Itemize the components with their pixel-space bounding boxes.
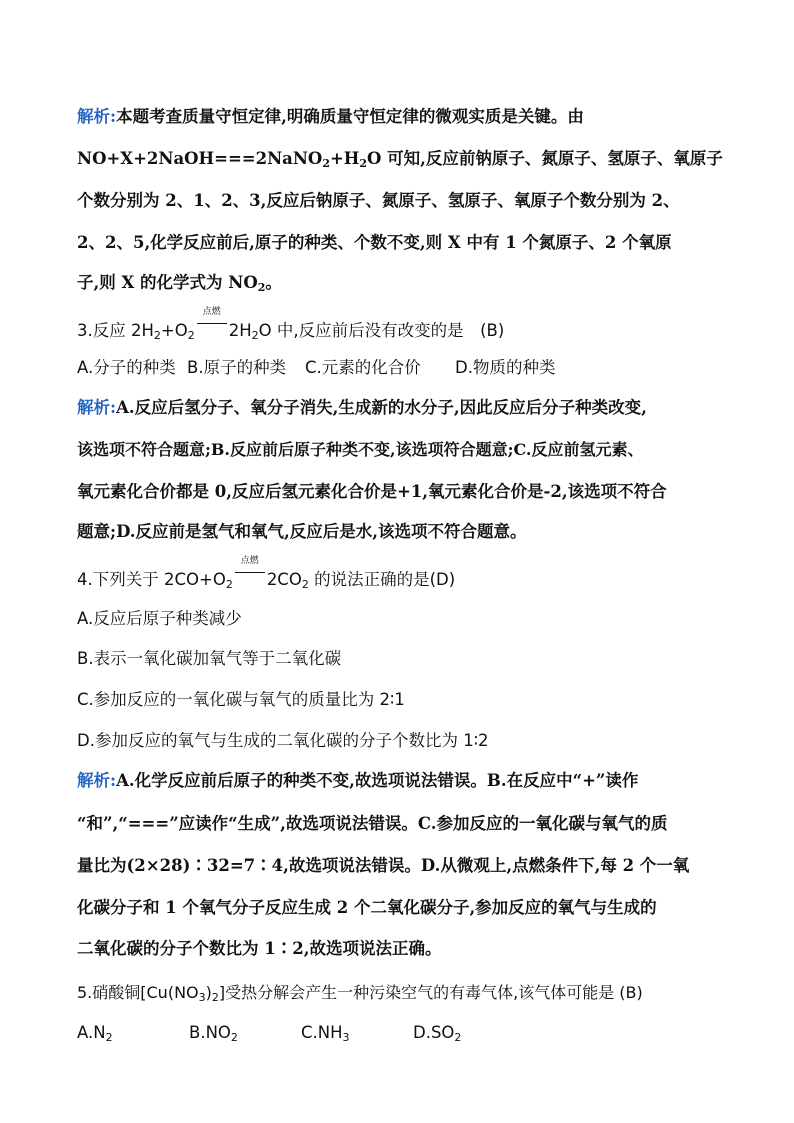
reaction-arrow: 点燃 [197, 322, 227, 336]
solution-tag: 解析: [77, 107, 117, 126]
q4-option-a: A.反应后原子种类减少 [77, 609, 242, 628]
solution-tag: 解析: [77, 398, 117, 417]
q4-option-b: B.表示一氧化碳加氧气等于二氧化碳 [77, 649, 342, 668]
question-5-options [77, 1022, 461, 1044]
solution4-line3: 量比为(2×28)∶32=7∶4,故选项说法错误。D.从微观上,点燃条件下,每 2 个一氧 [77, 856, 690, 875]
question-4: 4.下列关于 $2CO+O_2$ 点燃 $2CO_2$ 的说法正确的是(D) [77, 556, 456, 591]
question-3-options [77, 357, 555, 379]
q4-option-d: D.参加反应的氧气与生成的二氧化碳的分子个数比为 1∶2 [77, 731, 489, 750]
q5-option-d: $D.SO_2$ [413, 1023, 462, 1044]
q5-option-c: $C.NH_3$ [301, 1023, 350, 1044]
solution2-line4: 2、2、5,化学反应前后,原子的种类、个数不变,则 X 中有 1 个氮原子、2 个氧原 [77, 233, 672, 252]
solution3-line2: 该选项不符合题意;B.反应前后原子种类不变,该选项符合题意;C.反应前氢元素、 [77, 440, 644, 459]
solution4-line1: 解析:A.化学反应前后原子的种类不变,故选项说法错误。B.在反应中“+”读作 [77, 771, 639, 790]
q3-option-a: A.分子的种类 [77, 358, 176, 377]
q5-option-a: $A.N_2$ [77, 1023, 113, 1044]
q3-option-b: B.原子的种类 [187, 358, 287, 377]
q5-option-b: $B.NO_2$ [189, 1023, 238, 1044]
solution2-line5: 子,则 X 的化学式为 $NO_2$。 [77, 273, 282, 294]
solution2-line3: 个数分别为 2、1、2、3,反应后钠原子、氮原子、氢原子、氧原子个数分别为 2、 [77, 191, 680, 210]
solution-tag: 解析: [77, 771, 117, 790]
solution4-line5: 二氧化碳的分子个数比为 1∶2,故选项说法正确。 [77, 939, 442, 958]
q4-option-c: C.参加反应的一氧化碳与氧气的质量比为 2∶1 [77, 690, 405, 709]
question-3: 3.反应 $2H_2+O_2$ 点燃 $2H_2O$ 中,反应前后没有改变的是 (B) [77, 307, 505, 342]
reaction-arrow: 点燃 [235, 571, 265, 585]
solution3-line1: 解析:A.反应后氢分子、氧分子消失,生成新的水分子,因此反应后分子种类改变, [77, 398, 647, 417]
solution4-line4: 化碳分子和 1 个氧气分子反应生成 2 个二氧化碳分子,参加反应的氧气与生成的 [77, 898, 657, 917]
solution2-line2: $NO+X+2NaOH===2NaNO_2+H_2O$ 可知,反应前钠原子、氮原子、氢原子、氧原子 [77, 149, 723, 170]
solution3-line3: 氧元素化合价都是 0,反应后氢元素化合价是+1,氧元素化合价是-2,该选项不符合 [77, 482, 667, 501]
question-5: 5.硝酸铜$[Cu(NO_3)_2]$受热分解会产生一种污染空气的有毒气体,该气体可能是 (B) [77, 983, 643, 1004]
solution4-line2: “和”,“===”应读作“生成”,故选项说法错误。C.参加反应的一氧化碳与氧气的质 [77, 814, 668, 833]
solution2-line1: 解析:本题考查质量守恒定律,明确质量守恒定律的微观实质是关键。由 [77, 107, 584, 126]
q3-option-c: C.元素的化合价 [305, 358, 421, 377]
q3-option-d: D.物质的种类 [455, 358, 556, 377]
solution3-line4: 题意;D.反应前是氢气和氧气,反应后是水,该选项不符合题意。 [77, 522, 527, 541]
